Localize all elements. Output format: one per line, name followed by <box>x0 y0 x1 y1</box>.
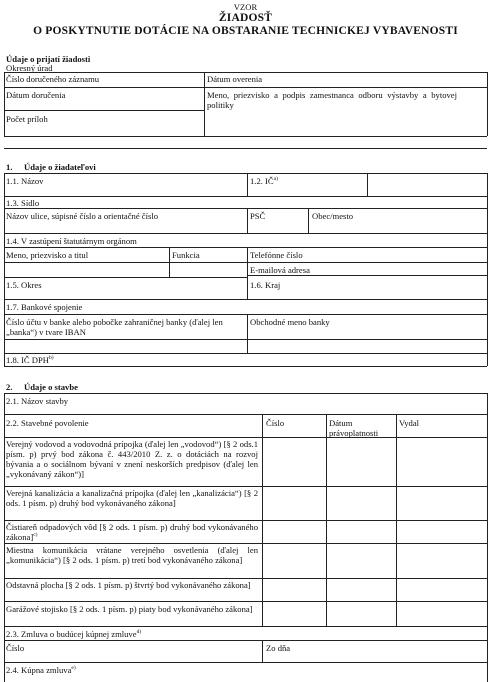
divider <box>326 414 327 626</box>
attachments-field[interactable]: Počet príloh <box>6 114 48 124</box>
dic-label: 1.8. IČ DPH <box>6 355 49 365</box>
divider <box>4 486 487 487</box>
record-number-field[interactable]: Číslo doručeného záznamu <box>6 74 100 84</box>
divider <box>4 339 487 340</box>
divider <box>169 247 170 277</box>
divider <box>4 662 487 663</box>
district-field[interactable]: 1.5. Okres <box>6 280 42 290</box>
divider <box>4 262 487 263</box>
divider <box>4 626 487 627</box>
col-validity-header: Dátum právoplatnosti <box>329 418 379 438</box>
verification-date-field[interactable]: Dátum overenia <box>207 74 263 84</box>
divider <box>4 208 487 209</box>
rep-function-field[interactable]: Funkcia <box>172 250 200 260</box>
receipt-heading: Údaje o prijatí žiadosti <box>6 54 91 64</box>
divider <box>4 87 487 88</box>
divider <box>204 72 205 136</box>
col-issuer-header: Vydal <box>399 418 420 428</box>
permit-row-label: Garážové stojisko [§ 2 ods. 1 písm. p) piaty bod vykonávaného zákona] <box>6 604 253 614</box>
divider <box>4 136 487 137</box>
divider <box>4 393 487 394</box>
divider <box>4 543 487 544</box>
contract-footnote: d) <box>136 629 142 636</box>
divider <box>4 393 5 682</box>
permit-row-cov[interactable] <box>6 522 258 542</box>
dic-field[interactable] <box>6 355 54 365</box>
divider <box>4 72 5 136</box>
delivery-date-field[interactable]: Dátum doručenia <box>6 90 66 100</box>
office-label: Okresný úrad <box>6 63 53 73</box>
divider <box>4 366 487 367</box>
phone-field[interactable]: Telefónne číslo <box>250 250 303 260</box>
contract-number-field[interactable]: Číslo <box>6 643 25 653</box>
street-field[interactable]: Názov ulice, súpisné číslo a orientačné číslo <box>6 211 159 221</box>
permit-row-vodovod[interactable] <box>6 439 258 479</box>
permit-row-label: Verejný vodovod a vodovodná prípojka (ďalej len „vodovod“) [§ 2 ods.1 písm. p) prvý bod zákona č. 443/2010 Z. z. o dotáciách na rozvoj bývania a o sociálnom bývaní v znení neskorších predpisov (ďalej len „vykonávaný zákon“)] <box>6 439 258 479</box>
email-field[interactable]: E-mailová adresa <box>250 265 310 275</box>
divider <box>4 72 487 73</box>
divider <box>396 414 397 626</box>
permit-row-footnote: c) <box>33 532 38 539</box>
vzor-label: VZOR <box>233 2 258 12</box>
divider <box>4 196 487 197</box>
divider <box>4 299 487 300</box>
permit-label: 2.2. Stavebné povolenie <box>6 418 89 428</box>
bank-heading: 1.7. Bankové spojenie <box>6 302 83 312</box>
divider <box>487 72 488 136</box>
contract-label <box>6 629 141 639</box>
account-field[interactable]: Číslo účtu v banke alebo pobočke zahraničnej banky (ďalej len „banka“) v tvare IBAN <box>6 317 223 337</box>
employee-sign-field[interactable]: Meno, priezvisko a podpis zamestnanca odboru výstavby a bytovej politiky <box>207 90 457 110</box>
ico-footnote: a) <box>273 176 278 183</box>
divider <box>308 208 309 233</box>
building-name-field[interactable]: 2.1. Názov stavby <box>6 396 69 406</box>
ico-label: 1.2. IČ <box>250 176 274 186</box>
section-2-heading: Údaje o stavbe <box>24 382 78 392</box>
permit-row-garazove-stojisko[interactable] <box>6 604 258 614</box>
seat-label: 1.3. Sídlo <box>6 198 40 208</box>
divider <box>4 173 5 366</box>
divider <box>4 601 487 602</box>
divider <box>247 275 487 276</box>
divider <box>247 247 248 277</box>
form-subtitle: O POSKYTNUTIE DOTÁCIE NA OBSTARANIE TECHNICKEJ VYBAVENOSTI <box>33 25 458 37</box>
divider <box>4 414 487 415</box>
applicant-name-field[interactable]: 1.1. Názov <box>6 176 44 186</box>
section-2-number: 2. <box>6 382 13 392</box>
divider <box>247 208 248 233</box>
divider <box>4 578 487 579</box>
divider <box>247 277 248 299</box>
region-field[interactable]: 1.6. Kraj <box>250 280 281 290</box>
permit-row-odstavna-plocha[interactable] <box>6 580 258 590</box>
form-title: ŽIADOSŤ <box>218 12 273 24</box>
section-1-number: 1. <box>6 162 13 172</box>
divider <box>4 247 487 248</box>
divider <box>4 353 487 354</box>
divider <box>4 437 487 438</box>
psc-field[interactable]: PSČ <box>250 211 266 221</box>
divider <box>4 110 204 111</box>
permit-row-label: Verejná kanalizácia a kanalizačná prípojka (ďalej len „kanalizácia“) [§ 2 ods. 1 písm. p) druhý bod vykonávaného zákona] <box>6 488 258 508</box>
ico-field[interactable] <box>250 176 278 186</box>
divider <box>4 173 487 174</box>
permit-row-komunikacia[interactable] <box>6 545 258 565</box>
divider <box>262 414 263 626</box>
purchase-label <box>6 665 76 675</box>
divider <box>4 314 487 315</box>
permit-row-label: Odstavná plocha [§ 2 ods. 1 písm. p) štvrtý bod vykonávaného zákona] <box>6 580 251 590</box>
permit-row-label: Čistiareň odpadových vôd [§ 2 ods. 1 písm. p) druhý bod vykonávaného zákona] <box>6 522 258 542</box>
divider <box>247 173 248 196</box>
representative-label: 1.4. V zastúpení štatutárnym orgánom <box>6 236 137 246</box>
bank-name-field[interactable]: Obchodné meno banky <box>250 317 330 327</box>
dic-footnote: b) <box>48 355 54 362</box>
city-field[interactable]: Obec/mesto <box>312 211 354 221</box>
divider <box>487 173 488 366</box>
purchase-footnote: e) <box>71 665 76 672</box>
section-divider <box>4 148 487 149</box>
purchase-text: 2.4. Kúpna zmluva <box>6 665 72 675</box>
contract-date-field[interactable]: Zo dňa <box>266 643 291 653</box>
divider <box>262 640 263 662</box>
permit-row-kanalizacia[interactable] <box>6 488 258 508</box>
divider <box>4 233 487 234</box>
col-number-header: Číslo <box>266 418 285 428</box>
section-1-heading: Údaje o žiadateľovi <box>24 162 96 172</box>
rep-name-field[interactable]: Meno, priezvisko a titul <box>6 250 89 260</box>
divider <box>367 173 368 196</box>
divider <box>4 277 247 278</box>
divider <box>4 520 487 521</box>
divider <box>247 314 248 353</box>
divider <box>4 640 487 641</box>
permit-row-label: Miestna komunikácia vrátane verejného osvetlenia (ďalej len „komunikácia“) [§ 2 ods. 1 písm. p) tretí bod vykonávaného zákona] <box>6 545 258 565</box>
divider <box>487 393 488 682</box>
contract-text: 2.3. Zmluva o budúcej kúpnej zmluve <box>6 629 137 639</box>
